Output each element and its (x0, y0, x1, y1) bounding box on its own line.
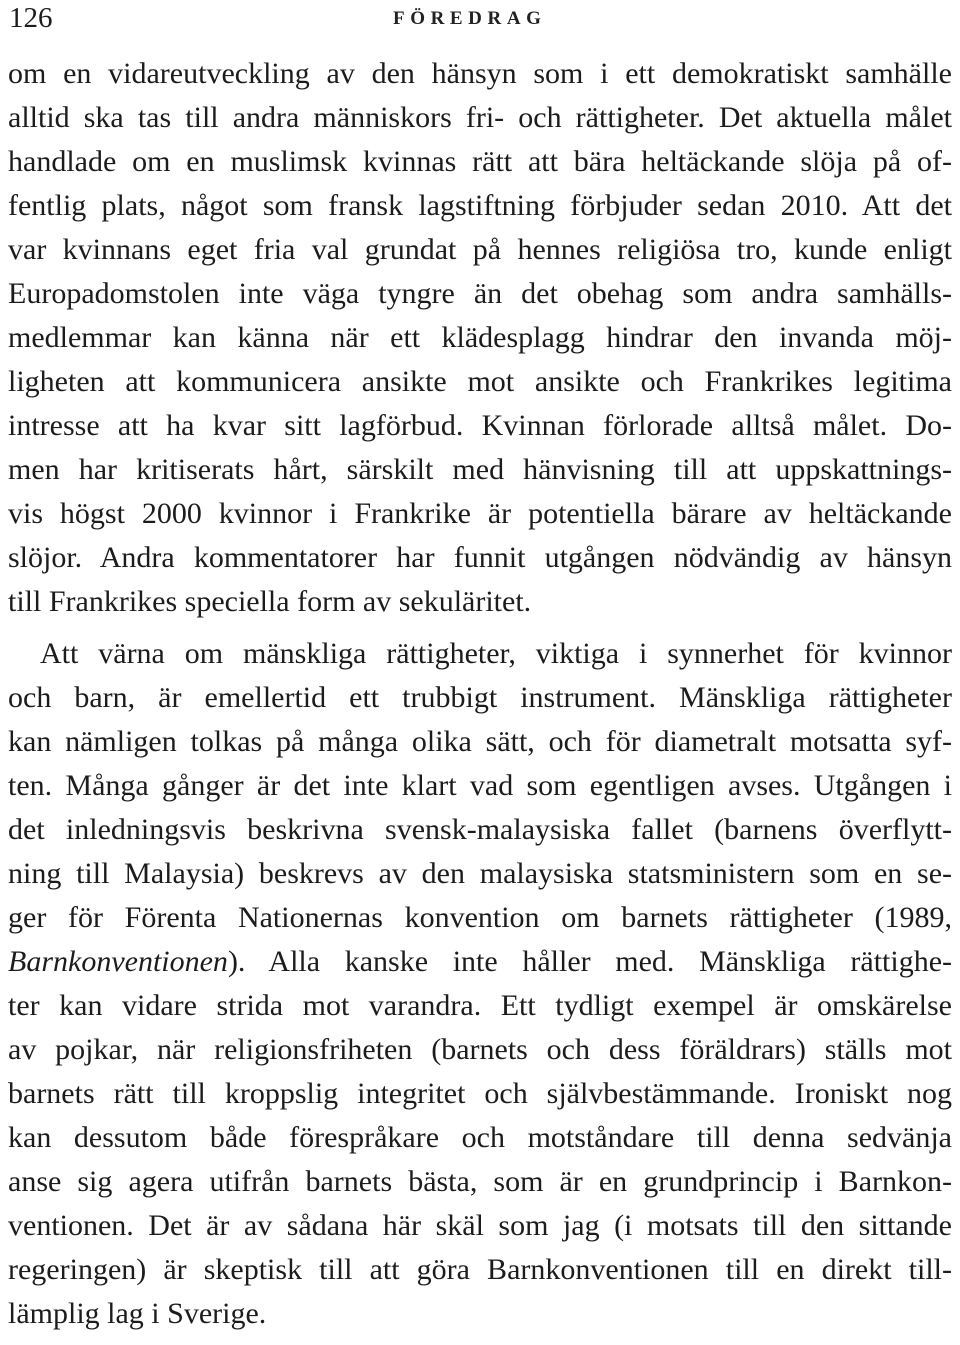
text-line: kan nämligen tolkas på många olika sätt, och för diametralt motsatta syf- (8, 725, 952, 758)
text-line: slöjor. Andra kommentatorer har funnit utgången nödvändig av hänsyn (8, 541, 952, 574)
text-line: ten. Många gånger är det inte klart vad som egentligen avses. Utgången i (8, 769, 952, 802)
text-line: Barnkonventionen). Alla kanske inte håller med. Mänskliga rättighe- (8, 945, 952, 978)
text-line: det inledningsvis beskrivna svensk-malaysiska fallet (barnens överflytt- (8, 813, 952, 846)
text-line: till Frankrikes speciella form av sekuläritet. (8, 585, 532, 618)
page-header (0, 0, 960, 40)
text-line: ventionen. Det är av sådana här skäl som jag (i motsats till den sittande (8, 1209, 952, 1242)
text-line: handlade om en muslimsk kvinnas rätt att bära heltäckande slöja på of- (8, 145, 952, 178)
text-line: vis högst 2000 kvinnor i Frankrike är potentiella bärare av heltäckande (8, 497, 952, 530)
text-line: fentlig plats, något som fransk lagstiftning förbjuder sedan 2010. Att det (8, 189, 952, 222)
text-line: Att värna om mänskliga rättigheter, viktiga i synnerhet för kvinnor (40, 637, 952, 670)
text-line: av pojkar, när religionsfriheten (barnets och dess föräldrars) ställs mot (8, 1033, 952, 1066)
running-head: FÖREDRAG (393, 8, 547, 29)
text-line: ning till Malaysia) beskrevs av den malaysiska statsministern som en se- (8, 857, 952, 890)
text-line: kan dessutom både förespråkare och motståndare till denna sedvänja (8, 1121, 952, 1154)
text-line: ligheten att kommunicera ansikte mot ansikte och Frankrikes legitima (8, 365, 952, 398)
text-line: medlemmar kan känna när ett klädesplagg hindrar den invanda möj- (8, 321, 952, 354)
text-line: var kvinnans eget fria val grundat på hennes religiösa tro, kunde enligt (8, 233, 952, 266)
italic-title: Barnkonventionen (8, 945, 228, 978)
text-line: barnets rätt till kroppslig integritet och självbestämmande. Ironiskt nog (8, 1077, 952, 1110)
page-number: 126 (9, 2, 53, 34)
text-line: men har kritiserats hårt, särskilt med hänvisning till att uppskattnings- (8, 453, 952, 486)
text-line: ter kan vidare strida mot varandra. Ett tydligt exempel är omskärelse (8, 989, 952, 1022)
text-line: lämplig lag i Sverige. (8, 1297, 267, 1330)
text-line: och barn, är emellertid ett trubbigt instrument. Mänskliga rättigheter (8, 681, 952, 714)
text-line: om en vidareutveckling av den hänsyn som i ett demokratiskt samhälle (8, 57, 952, 90)
text-line: anse sig agera utifrån barnets bästa, som är en grundprincip i Barnkon- (8, 1165, 952, 1198)
text-line: alltid ska tas till andra människors fri- och rättigheter. Det aktuella målet (8, 101, 952, 134)
text-line: regeringen) är skeptisk till att göra Barnkonventionen till en direkt till- (8, 1253, 952, 1286)
text-line: Europadomstolen inte väga tyngre än det obehag som andra samhälls- (8, 277, 952, 310)
text-line: intresse att ha kvar sitt lagförbud. Kvinnan förlorade alltså målet. Do- (8, 409, 952, 442)
text-line: ger för Förenta Nationernas konvention om barnets rättigheter (1989, (8, 901, 952, 934)
